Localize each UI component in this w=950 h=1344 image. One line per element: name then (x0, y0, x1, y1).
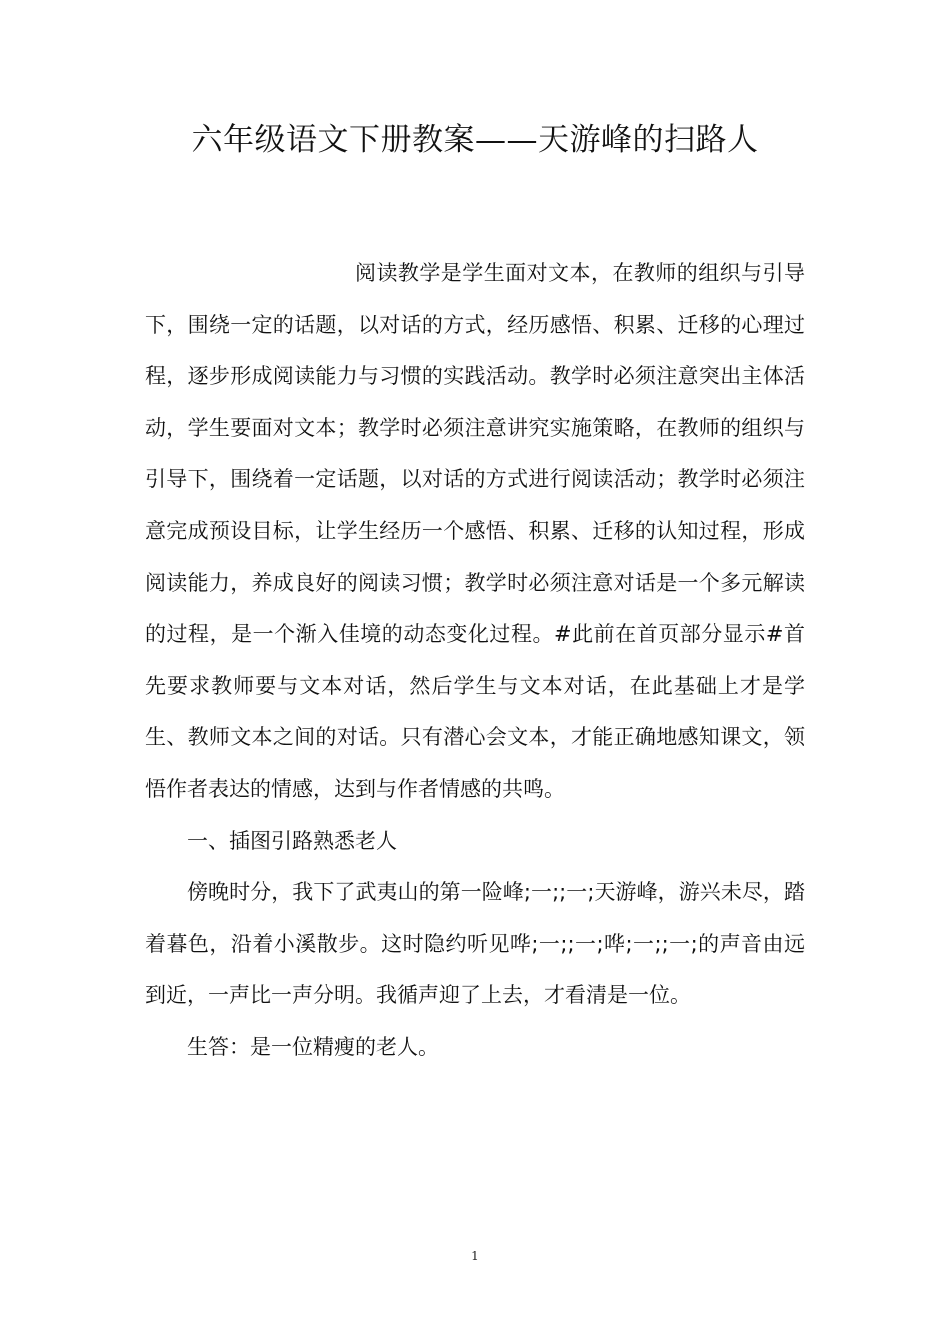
document-body (145, 248, 805, 1074)
page-number: 1 (471, 1249, 479, 1263)
section-heading: 一、插图引路熟悉老人 (187, 828, 397, 853)
document-title: 六年级语文下册教案——天游峰的扫路人 (191, 122, 759, 158)
story-paragraph: 傍晚时分，我下了武夷山的第一险峰;一;;一;天游峰，游兴未尽，踏着暮色，沿着小溪散步。这时隐约听见哗;一;;一;哗;一;;一;的声音由远到近，一声比一声分明。我循声迎了上去，才看清是一位。 (145, 880, 805, 1008)
student-answer-paragraph: 生答：是一位精瘦的老人。 (187, 1034, 439, 1059)
intro-paragraph: 阅读教学是学生面对文本，在教师的组织与引导下，围绕一定的话题，以对话的方式，经历感悟、积累、迁移的心理过程，逐步形成阅读能力与习惯的实践活动。教学时必须注意突出主体活动，学生要面对文本；教学时必须注意讲究实施策略，在教师的组织与引导下，围绕着一定话题，以对话的方式进行阅读活动；教学时必须注意完成预设目标，让学生经历一个感悟、积累、迁移的认知过程，形成阅读能力，养成良好的阅读习惯；教学时必须注意对话是一个多元解读的过程，是一个渐入佳境的动态变化过程。#此前在首页部分显示#首先要求教师要与文本对话，然后学生与文本对话，在此基础上才是学生、教师文本之间的对话。只有潜心会文本，才能正确地感知课文，领悟作者表达的情感，达到与作者情感的共鸣。 (145, 261, 805, 801)
